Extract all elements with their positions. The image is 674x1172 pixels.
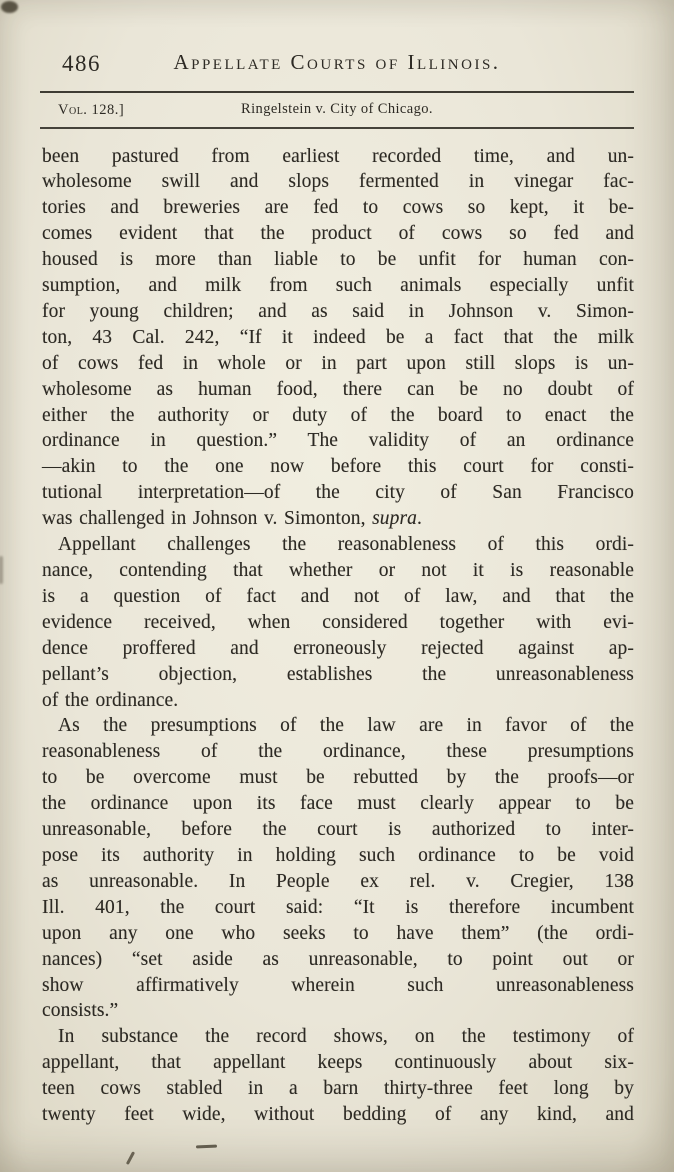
text-line: comes evident that the product of cows so fed and — [42, 223, 634, 245]
text-line: to be overcome must be rebutted by the proofs—or — [42, 767, 634, 789]
case-header-row — [40, 100, 634, 119]
text-line: pose its authority in holding such ordinance to be void — [42, 844, 634, 866]
text-line: dence proffered and erroneously rejected against ap- — [42, 637, 634, 659]
text-line: evidence received, when considered together with evi- — [42, 611, 634, 633]
text-line: upon any one who seeks to have them” (the ordi- — [42, 922, 634, 944]
scan-artifact — [1, 1, 18, 13]
text-line: sumption, and milk from such animals especially unfit — [42, 275, 634, 297]
scan-artifact — [196, 1145, 217, 1149]
text-line: of cows fed in whole or in part upon still slops is un- — [42, 352, 634, 374]
text-line: housed is more than liable to be unfit for human con- — [42, 249, 634, 271]
text-line: nances) “set aside as unreasonable, to point out or — [42, 948, 634, 970]
text-line: appellant, that appellant keeps continuously about six- — [42, 1052, 634, 1074]
text-line: wholesome as human food, there can be no doubt of — [42, 378, 634, 400]
text-line: is a question of fact and not of law, and that the — [42, 585, 634, 607]
paragraph — [42, 532, 634, 713]
italic-text: supra — [372, 508, 418, 530]
header-row — [40, 50, 634, 80]
body-text — [0, 129, 674, 1128]
text-line: ordinance in question.” The validity of an ordinance — [42, 430, 634, 452]
paragraph — [42, 1024, 634, 1128]
page-header — [0, 0, 674, 129]
case-title: Ringelstein v. City of Chicago. — [241, 101, 433, 117]
text-line: pellant’s objection, establishes the unreasonableness — [42, 663, 634, 685]
text-line: nance, contending that whether or not it is reasonable — [42, 560, 634, 581]
running-title: Appellate Courts of Illinois. — [173, 50, 501, 74]
text-segment: . — [417, 508, 423, 530]
text-line: ton, 43 Cal. 242, “If it indeed be a fact that the milk — [42, 326, 634, 348]
text-line: consists.” — [42, 1000, 119, 1022]
text-line: been pastured from earliest recorded time, and un- — [42, 145, 634, 167]
text-line: tutional interpretation—of the city of San Francisco — [42, 482, 634, 504]
text-line: show affirmatively wherein such unreasonableness — [42, 974, 634, 996]
text-segment: was challenged in Johnson v. Simonton, — [42, 508, 373, 530]
text-line: As the presumptions of the law are in favor of the — [58, 715, 634, 737]
paragraph — [42, 144, 634, 533]
header-rule-top — [40, 91, 634, 93]
text-line: as unreasonable. In People ex rel. v. Cregier, 138 — [42, 870, 634, 892]
text-line: for young children; and as said in Johnson v. Simon- — [42, 300, 634, 322]
text-line: —akin to the one now before this court for consti- — [42, 456, 634, 478]
text-line: twenty feet wide, without bedding of any kind, and — [42, 1104, 634, 1126]
text-line — [42, 506, 634, 532]
text-line: wholesome swill and slops fermented in vinegar fac- — [42, 171, 634, 193]
text-line: unreasonable, before the court is authorized to inter- — [42, 819, 634, 841]
text-line: Ill. 401, the court said: “It is therefore incumbent — [42, 896, 634, 918]
text-line: tories and breweries are fed to cows so kept, it be- — [42, 197, 634, 219]
scan-artifact — [0, 556, 3, 584]
text-line: teen cows stabled in a barn thirty-three feet long by — [42, 1078, 634, 1100]
text-line: In substance the record shows, on the testimony of — [58, 1026, 634, 1048]
text-line: Appellant challenges the reasonableness of this ordi- — [58, 534, 634, 556]
page-number: 486 — [62, 51, 101, 76]
text-line: reasonableness of the ordinance, these presumptions — [42, 741, 634, 763]
text-line: either the authority or duty of the board to enact the — [42, 404, 634, 426]
scan-artifact — [126, 1151, 135, 1165]
paragraph — [42, 713, 634, 1024]
text-line: of the ordinance. — [42, 689, 179, 711]
volume-label: Vol. 128.] — [58, 102, 125, 118]
text-line: the ordinance upon its face must clearly appear to be — [42, 793, 634, 815]
